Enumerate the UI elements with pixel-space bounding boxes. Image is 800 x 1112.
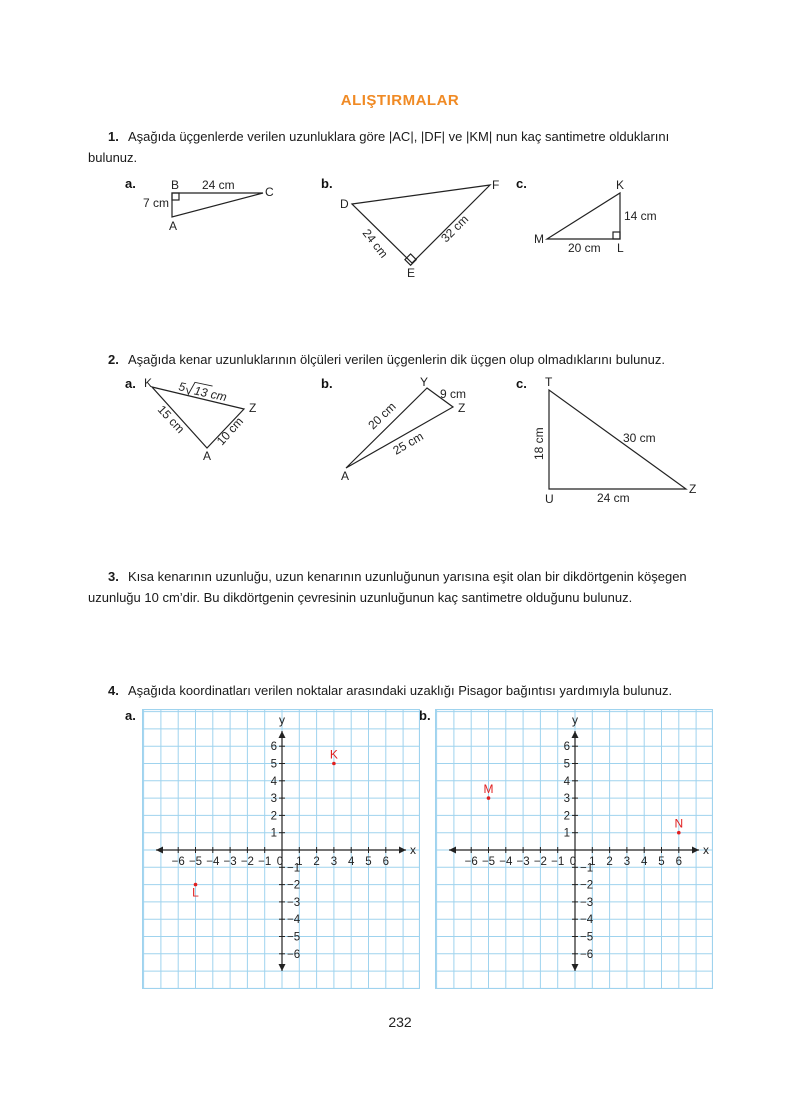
coordinate-grid-a <box>142 709 420 989</box>
y-tick-label: 1 <box>270 827 277 840</box>
q2-b-label: b. <box>321 376 333 391</box>
vertex-f: F <box>492 178 500 192</box>
y-tick-label: 4 <box>563 775 570 788</box>
y-tick-label: −3 <box>580 896 594 909</box>
length-bc: 24 cm <box>202 178 235 192</box>
q1-triangle-def <box>352 185 490 265</box>
q2-triangle-tuz <box>549 390 686 489</box>
q4-a-label: a. <box>125 708 136 723</box>
vertex-c: C <box>265 185 274 199</box>
y-tick-label: 1 <box>563 827 570 840</box>
length-kz-radicand: 13 <box>192 383 209 401</box>
x-tick-label: 2 <box>313 856 320 868</box>
y-tick-label: −3 <box>287 896 301 909</box>
q1-b-label: b. <box>321 176 333 191</box>
vertex-k-2a: K <box>144 376 153 390</box>
length-tu: 18 cm <box>532 427 546 460</box>
x-tick-label: −5 <box>188 856 203 868</box>
point-n-dot <box>677 831 681 835</box>
length-ab: 7 cm <box>143 196 170 210</box>
length-ml: 20 cm <box>568 241 601 255</box>
q1-triangle-abc <box>172 193 263 217</box>
point-m-label: M <box>483 782 494 797</box>
question-2-number: 2. <box>108 352 119 367</box>
vertex-a-2a: A <box>203 449 212 463</box>
vertex-z-2c: Z <box>689 482 697 496</box>
point-k-dot <box>332 762 336 766</box>
q1-c-label: c. <box>516 176 527 191</box>
x-tick-label: −4 <box>206 856 220 868</box>
length-de: 24 cm <box>359 226 391 261</box>
q1-a-label: a. <box>125 176 136 191</box>
x-tick-label: −3 <box>223 856 237 868</box>
y-axis-label: y <box>572 713 578 727</box>
y-axis-label: y <box>279 713 285 727</box>
q2-triangles <box>0 300 800 520</box>
x-tick-label: 5 <box>658 856 665 868</box>
vertex-b: B <box>171 178 180 192</box>
x-tick-label: 4 <box>347 856 355 868</box>
y-tick-label: 5 <box>563 758 570 771</box>
point-l-label: L <box>192 885 199 900</box>
y-tick-label: 5 <box>270 758 277 771</box>
x-axis-label: x <box>410 843 416 857</box>
length-ka: 15 cm <box>154 402 188 436</box>
vertex-y-2b: Y <box>420 375 429 389</box>
vertex-t: T <box>545 375 553 389</box>
y-tick-label: 3 <box>563 793 570 806</box>
question-4-number: 4. <box>108 683 119 698</box>
length-az: 10 cm <box>213 414 247 449</box>
length-uz: 24 cm <box>597 491 630 505</box>
x-tick-label: −5 <box>481 856 496 868</box>
origin-label: 0 <box>569 856 577 868</box>
y-tick-label: 2 <box>563 810 570 823</box>
x-tick-label: 4 <box>640 856 648 868</box>
length-tz: 30 cm <box>623 431 656 445</box>
question-3-text <box>88 566 768 608</box>
length-ef: 32 cm <box>438 212 472 246</box>
grid-border <box>143 710 420 989</box>
x-tick-label: −1 <box>551 856 565 868</box>
x-tick-label: −2 <box>533 856 547 868</box>
question-3-line-1: Kısa kenarının uzunluğu, uzun kenarının uzunluğunun yarısına eşit olan bir dikdörtgenin köşegen <box>128 569 687 584</box>
question-4-text <box>88 680 768 701</box>
y-tick-label: −6 <box>287 948 301 961</box>
x-tick-label: 6 <box>382 856 390 868</box>
point-m-dot <box>487 796 491 800</box>
x-tick-label: −6 <box>171 856 185 868</box>
y-tick-label: −2 <box>287 879 301 892</box>
vertex-k: K <box>616 178 625 192</box>
vertex-a-2b: A <box>341 469 350 483</box>
vertex-z-2b: Z <box>458 401 466 415</box>
question-3-line-2: uzunluğu 10 cm’dir. Bu dikdörtgenin çevresinin uzunluğunun kaç santimetre olduğunu bulunuz. <box>88 590 633 605</box>
coordinate-grid-b <box>435 709 713 989</box>
y-tick-label: −4 <box>580 914 594 927</box>
y-tick-label: 4 <box>270 775 277 788</box>
x-tick-label: −6 <box>464 856 478 868</box>
question-3-number: 3. <box>108 569 119 584</box>
question-2-line: Aşağıda kenar uzunluklarının ölçüleri verilen üçgenlerin dik üçgen olup olmadıklarını bulunuz. <box>128 352 665 367</box>
length-kz-coef: 5 <box>177 379 187 395</box>
page-title: ALIŞTIRMALAR <box>340 92 460 109</box>
length-az-2b: 25 cm <box>390 429 426 458</box>
x-tick-label: 2 <box>606 856 613 868</box>
question-1-line-1: Aşağıda üçgenlerde verilen uzunluklara göre |AC|, |DF| ve |KM| nun kaç santimetre olduklarını <box>128 129 670 144</box>
y-tick-label: 3 <box>270 793 277 806</box>
point-k-label: K <box>329 747 338 762</box>
origin-label: 0 <box>276 856 284 868</box>
x-tick-label: 6 <box>675 856 683 868</box>
length-kl: 14 cm <box>624 209 657 223</box>
question-1-line-2: bulunuz. <box>88 150 138 165</box>
x-tick-label: −2 <box>240 856 254 868</box>
length-kz-unit: cm <box>209 387 229 405</box>
q4-b-label: b. <box>419 708 431 723</box>
x-tick-label: 5 <box>365 856 372 868</box>
x-tick-label: 3 <box>623 856 631 868</box>
q1-triangles <box>0 0 800 300</box>
length-yz: 9 cm <box>440 387 467 401</box>
vertex-z-2a: Z <box>249 401 257 415</box>
question-4-line: Aşağıda koordinatları verilen noktalar arasındaki uzaklığı Pisagor bağıntısı yardımıyla bulunuz. <box>128 683 673 698</box>
y-tick-label: 6 <box>563 741 570 754</box>
point-n-label: N <box>674 816 684 831</box>
x-axis-label: x <box>703 843 709 857</box>
length-ay: 20 cm <box>365 399 399 433</box>
vertex-e: E <box>407 266 416 280</box>
q2-a-label: a. <box>125 376 136 391</box>
y-tick-label: −5 <box>287 931 301 944</box>
y-tick-label: 2 <box>270 810 277 823</box>
y-tick-label: 6 <box>270 741 277 754</box>
grid-border <box>436 710 713 989</box>
x-tick-label: −4 <box>499 856 513 868</box>
y-tick-label: −4 <box>287 914 301 927</box>
vertex-m: M <box>534 232 544 246</box>
y-tick-label: −2 <box>580 879 594 892</box>
vertex-a: A <box>169 219 178 233</box>
x-tick-label: 1 <box>296 856 303 868</box>
page-number: 232 <box>388 1014 412 1030</box>
y-tick-label: −1 <box>287 862 301 875</box>
y-tick-label: −5 <box>580 931 594 944</box>
y-tick-label: −1 <box>580 862 594 875</box>
q2-c-label: c. <box>516 376 527 391</box>
x-tick-label: −3 <box>516 856 530 868</box>
q1-triangle-klm <box>547 193 620 239</box>
vertex-u: U <box>545 492 554 506</box>
x-tick-label: 1 <box>589 856 596 868</box>
vertex-d: D <box>340 197 349 211</box>
question-1-number: 1. <box>108 129 119 144</box>
x-tick-label: −1 <box>258 856 272 868</box>
x-tick-label: 3 <box>330 856 338 868</box>
vertex-l: L <box>617 241 624 255</box>
y-tick-label: −6 <box>580 948 594 961</box>
